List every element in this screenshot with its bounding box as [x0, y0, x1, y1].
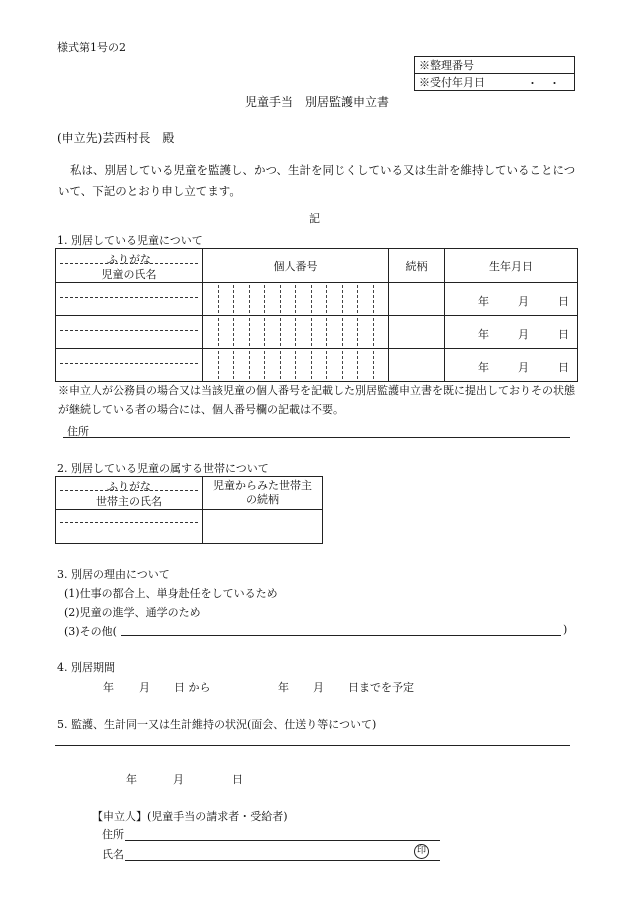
digit-divider [280, 351, 281, 379]
householder-relationship-label-1: 児童からみた世帯主 [213, 479, 312, 492]
digit-divider [249, 351, 250, 379]
year-label: 年 [478, 361, 489, 374]
personal-number-cell[interactable] [203, 283, 389, 316]
year-label: 年 [478, 328, 489, 341]
digit-divider [249, 318, 250, 346]
furigana-divider [60, 297, 198, 298]
digit-divider [311, 318, 312, 346]
relationship-cell[interactable] [389, 316, 445, 349]
relationship-header: 続柄 [389, 249, 445, 283]
month-label: 月 [518, 295, 529, 308]
other-reason-line[interactable] [121, 635, 561, 636]
householder-relationship-cell[interactable] [203, 510, 323, 544]
child-name-header [56, 249, 203, 283]
office-use-box [414, 56, 575, 91]
reason-option-3[interactable]: (3)その他( [64, 625, 117, 638]
period-start-month: 月 [139, 681, 150, 694]
section3-heading: 3. 別居の理由について [57, 568, 170, 581]
furigana-divider [60, 522, 198, 523]
digit-divider [373, 351, 374, 379]
seal-mark: 印 [414, 844, 429, 859]
digit-divider [295, 318, 296, 346]
digit-divider [326, 351, 327, 379]
furigana-divider [60, 263, 198, 264]
furigana-divider [60, 330, 198, 331]
digit-divider [280, 318, 281, 346]
applicant-address-label: 住所 [102, 828, 124, 841]
personal-number-note: ※申立人が公務員の場合又は当該児童の個人番号を記載した別居監護申立書を既に提出しておりその状態が継続している者の場合には、個人番号欄の記載は不要。 [58, 384, 575, 416]
personal-number-header: 個人番号 [203, 249, 389, 283]
date-month: 月 [173, 773, 184, 786]
date-year: 年 [126, 773, 137, 786]
month-label: 月 [518, 361, 529, 374]
reference-number-label: ※整理番号 [415, 57, 575, 74]
digit-divider [233, 285, 234, 313]
householder-relationship-header [203, 477, 323, 510]
day-label: 日 [558, 328, 569, 341]
digit-divider [233, 318, 234, 346]
form-number: 様式第1号の2 [57, 41, 126, 54]
reason-option-1[interactable]: (1)仕事の都合上、単身赴任をしているため [64, 587, 278, 600]
digit-divider [218, 318, 219, 346]
page-title: 児童手当 別居監護申立書 [245, 95, 390, 109]
digit-divider [311, 285, 312, 313]
period-start-year: 年 [103, 681, 114, 694]
householder-name-header [56, 477, 203, 510]
digit-divider [295, 285, 296, 313]
birth-date-header: 生年月日 [445, 249, 578, 283]
day-label: 日 [558, 361, 569, 374]
child-name-label: 児童の氏名 [101, 268, 157, 281]
personal-number-cell[interactable] [203, 349, 389, 382]
section5-heading: 5. 監護、生計同一又は生計維持の状況(面会、仕送り等について) [57, 718, 377, 731]
digit-divider [357, 285, 358, 313]
child-name-cell[interactable] [56, 316, 203, 349]
child-address-line[interactable] [63, 437, 570, 438]
digit-divider [311, 351, 312, 379]
table-row [56, 283, 578, 316]
digit-divider [357, 351, 358, 379]
statement-text: 私は、別居している児童を監護し、かつ、生計を同じくしている又は生計を維持していることについて、下記のとおり申し立てます。 [58, 163, 576, 198]
digit-divider [326, 285, 327, 313]
day-label: 日 [558, 295, 569, 308]
digit-divider [295, 351, 296, 379]
applicant-heading: 【申立人】(児童手当の請求者・受給者) [92, 810, 288, 823]
household-table [55, 476, 323, 544]
table-row [56, 349, 578, 382]
digit-divider [342, 318, 343, 346]
householder-name-cell[interactable] [56, 510, 203, 544]
digit-divider [218, 351, 219, 379]
period-end-year: 年 [278, 681, 289, 694]
digit-divider [373, 318, 374, 346]
digit-divider [233, 351, 234, 379]
furigana-divider [60, 363, 198, 364]
personal-number-cell[interactable] [203, 316, 389, 349]
received-date-dots: ・ ・ [527, 77, 560, 90]
table-row [56, 510, 323, 544]
children-table [55, 248, 578, 382]
householder-relationship-label-2: の続柄 [246, 493, 279, 506]
digit-divider [264, 285, 265, 313]
table-row [56, 316, 578, 349]
year-label: 年 [478, 295, 489, 308]
digit-divider [342, 285, 343, 313]
furigana-label: ふりがな [107, 480, 151, 493]
child-name-cell[interactable] [56, 283, 203, 316]
reason-close-paren: ) [563, 623, 568, 636]
child-name-cell[interactable] [56, 349, 203, 382]
householder-name-label: 世帯主の氏名 [96, 495, 162, 508]
digit-divider [218, 285, 219, 313]
digit-divider [264, 351, 265, 379]
month-label: 月 [518, 328, 529, 341]
applicant-address-line[interactable] [125, 840, 440, 841]
digit-divider [326, 318, 327, 346]
furigana-divider [60, 490, 198, 491]
furigana-label: ふりがな [107, 253, 151, 266]
digit-divider [264, 318, 265, 346]
received-date-cell [415, 74, 575, 91]
digit-divider [373, 285, 374, 313]
reason-option-2[interactable]: (2)児童の進学、通学のため [64, 606, 201, 619]
addressee: (申立先)芸西村長 殿 [57, 131, 175, 145]
child-address-label: 住所 [67, 425, 89, 438]
digit-divider [280, 285, 281, 313]
household-table-header [56, 477, 323, 510]
birth-date-cell[interactable] [445, 349, 578, 382]
children-table-header [56, 249, 578, 283]
section4-heading: 4. 別居期間 [57, 661, 115, 674]
section2-heading: 2. 別居している児童の属する世帯について [57, 462, 269, 475]
birth-date-cell[interactable] [445, 316, 578, 349]
ki-heading: 記 [309, 212, 320, 225]
received-date-label: ※受付年月日 [419, 76, 485, 89]
period-end-month: 月 [313, 681, 324, 694]
digit-divider [357, 318, 358, 346]
applicant-name-line[interactable] [125, 860, 440, 861]
period-end-day: 日までを予定 [348, 681, 414, 694]
relationship-cell[interactable] [389, 349, 445, 382]
date-day: 日 [232, 773, 243, 786]
period-start-day: 日 から [174, 681, 211, 694]
relationship-cell[interactable] [389, 283, 445, 316]
applicant-name-label: 氏名 [102, 848, 124, 861]
birth-date-cell[interactable] [445, 283, 578, 316]
situation-line[interactable] [55, 745, 570, 746]
digit-divider [342, 351, 343, 379]
section1-heading: 1. 別居している児童について [57, 234, 203, 247]
digit-divider [249, 285, 250, 313]
